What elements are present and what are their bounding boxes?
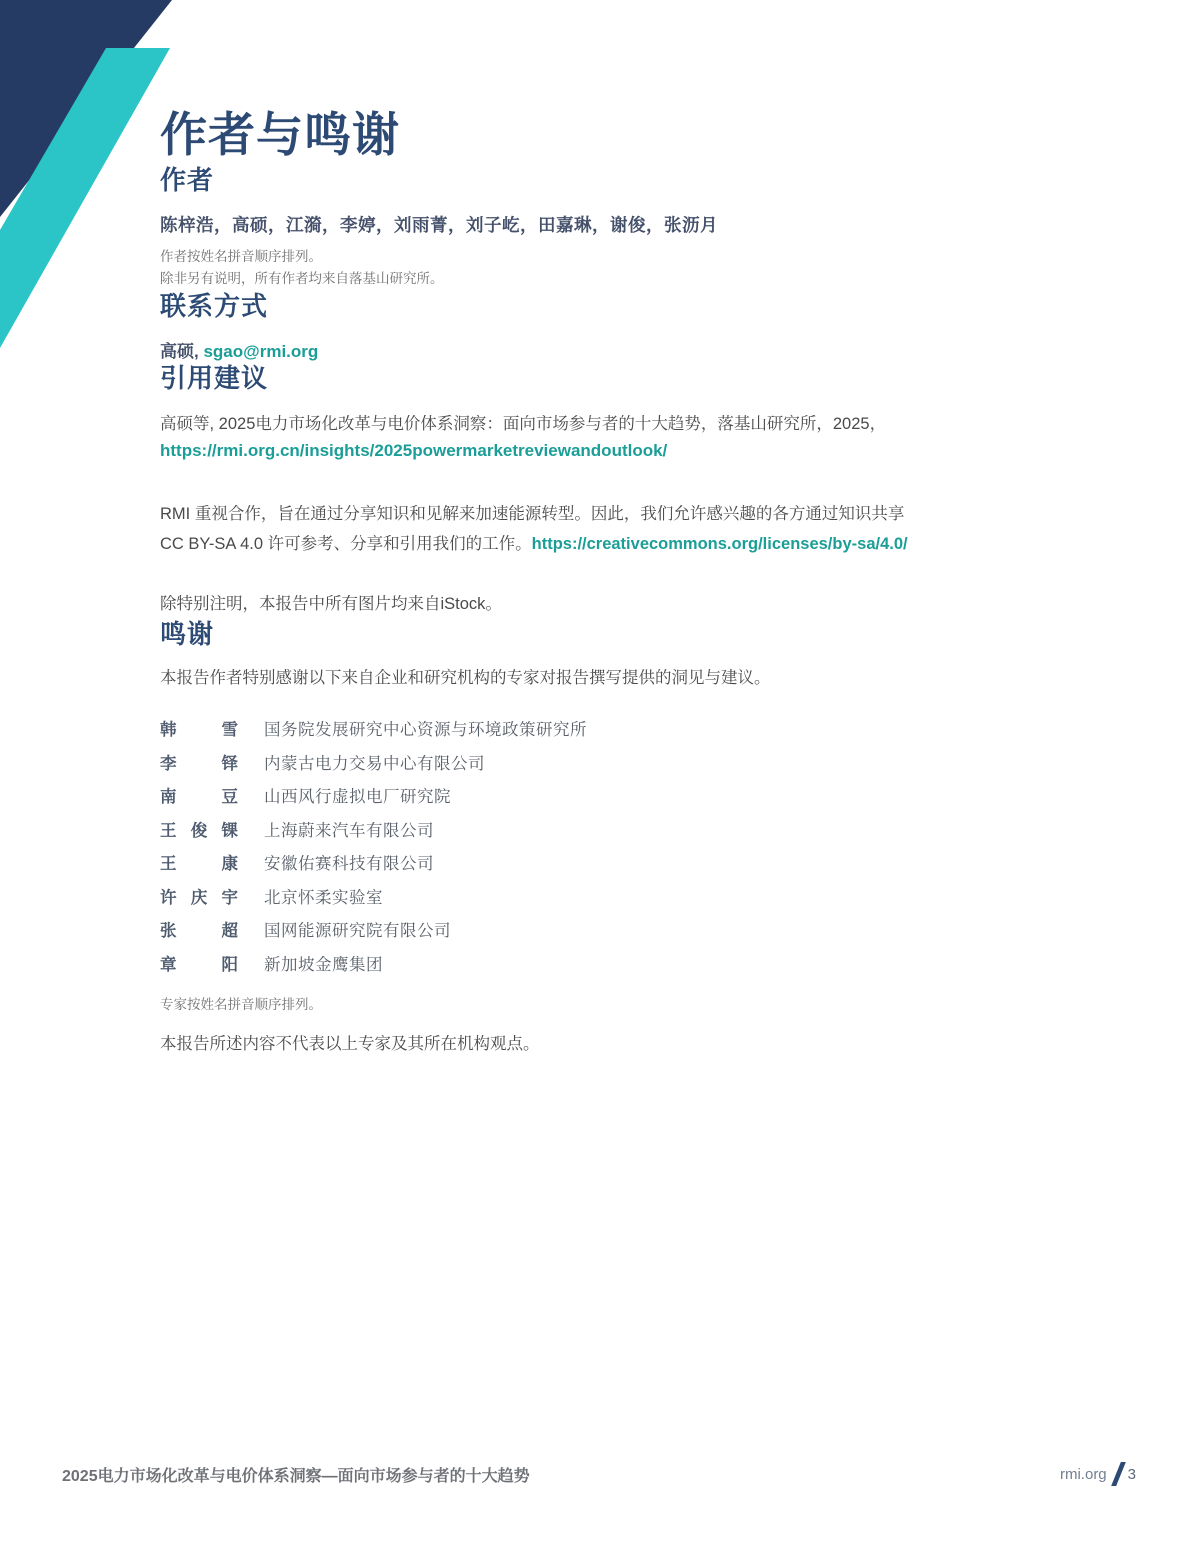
author-note-affiliation: 除非另有说明，所有作者均来自落基山研究所。 <box>160 271 444 286</box>
footer-right-group <box>1060 1462 1136 1486</box>
experts-disclaimer: 本报告所述内容不代表以上专家及其所在机构观点。 <box>160 1035 540 1053</box>
expert-name: 王俊锞 <box>160 821 238 840</box>
expert-name: 章阳 <box>160 955 238 974</box>
acknowledgements-heading: 鸣谢 <box>160 619 215 649</box>
expert-org: 上海蔚来汽车有限公司 <box>264 821 434 840</box>
page-footer <box>62 1462 1136 1486</box>
expert-org: 国网能源研究院有限公司 <box>264 922 451 940</box>
expert-name: 许庆宇 <box>160 888 238 907</box>
slash-divider-icon <box>1111 1462 1126 1486</box>
acknowledgements-intro: 本报告作者特别感谢以下来自企业和研究机构的专家对报告撰写提供的洞见与建议。 <box>160 669 771 687</box>
experts-ordering-note: 专家按姓名拼音顺序排列。 <box>160 997 322 1012</box>
author-notes <box>160 246 1060 290</box>
contact-email-link[interactable]: sgao@rmi.org <box>203 342 319 361</box>
expert-org: 内蒙古电力交易中心有限公司 <box>264 754 485 773</box>
authors-heading: 作者 <box>160 165 215 195</box>
contact-line <box>160 337 1060 362</box>
expert-row <box>160 848 1060 882</box>
license-text-line2: CC BY-SA 4.0 许可参考、分享和引用我们的工作。 <box>160 535 532 553</box>
license-text-line1: RMI 重视合作，旨在通过分享知识和见解来加速能源转型。因此，我们允许感兴趣的各方通过知识共享 <box>160 505 905 523</box>
expert-row <box>160 815 1060 849</box>
citation-link-line <box>160 441 1060 461</box>
footer-site-label: rmi.org <box>1059 1465 1107 1483</box>
experts-list <box>160 714 1060 982</box>
license-paragraph <box>160 499 1060 559</box>
expert-row <box>160 781 1060 815</box>
footer-page-number: 3 <box>1127 1465 1136 1483</box>
expert-name: 南豆 <box>160 788 238 806</box>
creative-commons-link[interactable]: https://creativecommons.org/licenses/by-sa/4.0/ <box>531 535 908 553</box>
report-url-link[interactable]: https://rmi.org.cn/insights/2025powermarketreviewandoutlook/ <box>160 441 668 460</box>
contact-heading: 联系方式 <box>160 291 269 321</box>
author-note-ordering: 作者按姓名拼音顺序排列。 <box>160 249 322 264</box>
expert-name: 李铎 <box>160 754 238 773</box>
expert-org: 新加坡金鹰集团 <box>264 955 383 974</box>
expert-row <box>160 915 1060 949</box>
contact-name: 高硕, <box>160 342 199 361</box>
author-names: 陈梓浩，高硕，江漪，李婷，刘雨菁，刘子屹，田嘉琳，谢俊，张沥月 <box>160 215 718 235</box>
expert-org: 山西风行虚拟电厂研究院 <box>264 788 451 806</box>
footer-report-title: 2025电力市场化改革与电价体系洞察—面向市场参与者的十大趋势 <box>62 1467 530 1485</box>
expert-name: 王康 <box>160 855 238 873</box>
expert-row <box>160 882 1060 916</box>
citation-text: 高硕等, 2025电力市场化改革与电价体系洞察：面向市场参与者的十大趋势，落基山研究所，2025， <box>160 415 887 433</box>
page-title: 作者与鸣谢 <box>160 108 400 161</box>
expert-row <box>160 748 1060 782</box>
citation-heading: 引用建议 <box>160 363 269 393</box>
expert-org: 安徽佑赛科技有限公司 <box>264 855 434 873</box>
expert-org: 国务院发展研究中心资源与环境政策研究所 <box>264 721 587 739</box>
page-content <box>160 0 1060 1058</box>
expert-name: 张超 <box>160 922 238 940</box>
expert-name: 韩雪 <box>160 721 238 739</box>
expert-row <box>160 714 1060 748</box>
istock-note: 除特别注明，本报告中所有图片均来自iStock。 <box>160 595 502 613</box>
expert-org: 北京怀柔实验室 <box>264 888 383 907</box>
expert-row <box>160 949 1060 983</box>
